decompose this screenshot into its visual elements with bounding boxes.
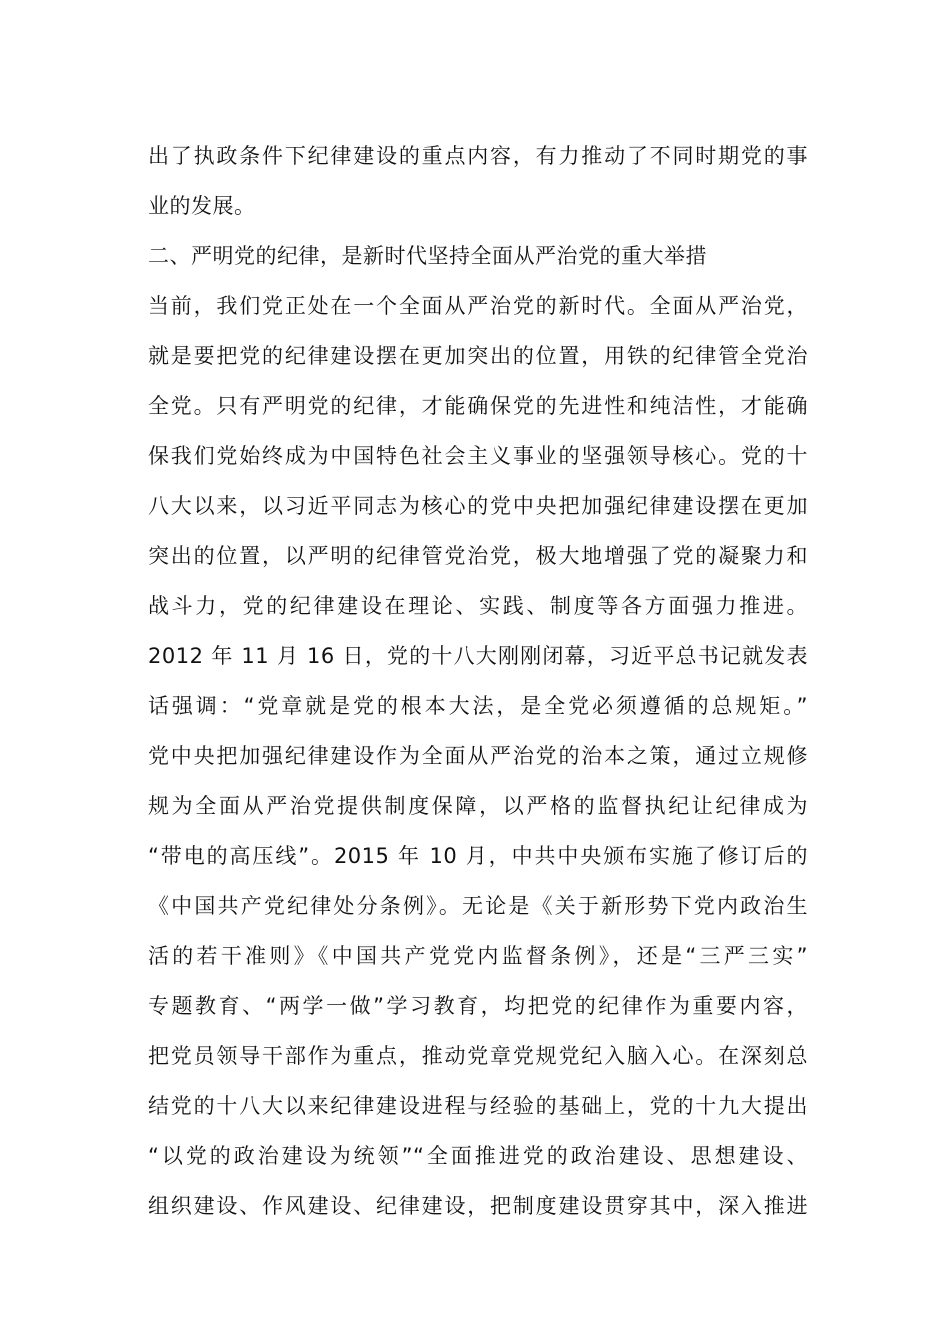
text-line: 八大以来，以习近平同志为核心的党中央把加强纪律建设摆在更加 [148,494,808,518]
text-line: 业的发展。 [148,194,256,218]
text-line: “带电的高压线”。2015 年 10 月，中共中央颁布实施了修订后的 [148,844,808,868]
text-line: 2012 年 11 月 16 日，党的十八大刚刚闭幕，习近平总书记就发表 [148,644,808,668]
text-line: 保我们党始终成为中国特色社会主义事业的坚强领导核心。党的十 [148,444,808,468]
text-line: 活的若干准则》《中国共产党党内监督条例》，还是“三严三实” [148,944,808,968]
text-line: 专题教育、“两学一做”学习教育，均把党的纪律作为重要内容， [148,994,808,1018]
text-line: 规为全面从严治党提供制度保障，以严格的监督执纪让纪律成为 [148,794,808,818]
text-line: 党中央把加强纪律建设作为全面从严治党的治本之策，通过立规修 [148,744,808,768]
text-line: 结党的十八大以来纪律建设进程与经验的基础上，党的十九大提出 [148,1094,808,1118]
section-heading: 二、严明党的纪律，是新时代坚持全面从严治党的重大举措 [148,244,707,268]
text-line: 战斗力，党的纪律建设在理论、实践、制度等各方面强力推进。 [148,594,808,618]
text-line: 《中国共产党纪律处分条例》。无论是《关于新形势下党内政治生 [148,894,808,918]
text-line: 组织建设、作风建设、纪律建设，把制度建设贯穿其中，深入推进 [148,1194,808,1218]
document-body [148,131,808,1231]
text-line: 当前，我们党正处在一个全面从严治党的新时代。全面从严治党， [148,294,808,318]
text-line: 就是要把党的纪律建设摆在更加突出的位置，用铁的纪律管全党治 [148,344,808,368]
text-line: “以党的政治建设为统领”“全面推进党的政治建设、思想建设、 [148,1144,808,1168]
text-line: 突出的位置，以严明的纪律管党治党，极大地增强了党的凝聚力和 [148,544,808,568]
text-line: 把党员领导干部作为重点，推动党章党规党纪入脑入心。在深刻总 [148,1044,808,1068]
text-line: 出了执政条件下纪律建设的重点内容，有力推动了不同时期党的事 [148,144,808,168]
text-line: 全党。只有严明党的纪律，才能确保党的先进性和纯洁性，才能确 [148,394,808,418]
text-line: 话强调：“党章就是党的根本大法，是全党必须遵循的总规矩。” [148,694,808,718]
